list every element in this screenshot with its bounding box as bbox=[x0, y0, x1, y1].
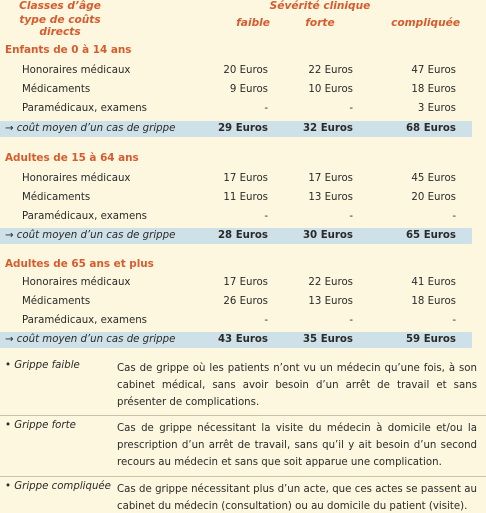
total-label: → coût moyen d’un cas de grippe bbox=[5, 334, 176, 345]
cell-compliquee: - bbox=[452, 315, 456, 326]
cell-compliquee: 18 Euros bbox=[411, 296, 456, 307]
row-label: Médicaments bbox=[22, 192, 91, 203]
cell-faible: 9 Euros bbox=[229, 84, 268, 95]
cell-compliquee: 18 Euros bbox=[411, 84, 456, 95]
total-label: → coût moyen d’un cas de grippe bbox=[5, 230, 176, 241]
section-title: Adultes de 15 à 64 ans bbox=[5, 152, 139, 164]
cell-faible: 26 Euros bbox=[223, 296, 268, 307]
row-label: Médicaments bbox=[22, 296, 91, 307]
row-label: Paramédicaux, examens bbox=[22, 315, 147, 326]
table-row bbox=[0, 101, 486, 117]
cell-faible: 20 Euros bbox=[223, 65, 268, 76]
cell-forte: 13 Euros bbox=[308, 296, 353, 307]
definition-term: • Grippe faible bbox=[5, 360, 80, 371]
total-forte: 32 Euros bbox=[302, 123, 353, 134]
table-row bbox=[0, 294, 486, 310]
row-label: Honoraires médicaux bbox=[22, 65, 131, 76]
cell-faible: - bbox=[264, 103, 268, 114]
cell-compliquee: - bbox=[452, 211, 456, 222]
total-row bbox=[0, 332, 472, 348]
table-row bbox=[0, 190, 486, 206]
section-title: Enfants de 0 à 14 ans bbox=[5, 44, 132, 56]
cell-forte: 22 Euros bbox=[308, 65, 353, 76]
cell-compliquee: 45 Euros bbox=[411, 173, 456, 184]
definition-term: • Grippe compliquée bbox=[5, 481, 111, 492]
definition-term: • Grippe forte bbox=[5, 420, 76, 431]
cell-forte: - bbox=[349, 315, 353, 326]
cell-forte: 10 Euros bbox=[308, 84, 353, 95]
cost-type-label: type de coûts directs bbox=[19, 14, 101, 38]
cell-forte: 17 Euros bbox=[308, 173, 353, 184]
total-compliquee: 68 Euros bbox=[405, 123, 456, 134]
table-row bbox=[0, 171, 486, 187]
col-header-forte: forte bbox=[305, 17, 335, 29]
table-row bbox=[0, 82, 486, 98]
definition-desc: Cas de grippe nécessitant la visite du médecin à domicile et/ou la prescription d’un arrêt de travail, sans qu’il y ait besoin d’un second recours au médecin et sans que soit apparue une complication. bbox=[117, 423, 477, 468]
row-label: Paramédicaux, examens bbox=[22, 211, 147, 222]
divider bbox=[0, 415, 486, 416]
definition-desc: Cas de grippe nécessitant plus d’un acte, que ces actes se passent au cabinet du médecin (consultation) ou au domicile du patient (visite). bbox=[117, 484, 477, 512]
cell-forte: - bbox=[349, 103, 353, 114]
cell-compliquee: 3 Euros bbox=[417, 103, 456, 114]
cell-forte: - bbox=[349, 211, 353, 222]
age-class-label: Classes d’âge bbox=[19, 0, 101, 12]
table-row bbox=[0, 63, 486, 79]
total-compliquee: 65 Euros bbox=[405, 230, 456, 241]
cell-compliquee: 20 Euros bbox=[411, 192, 456, 203]
definition-desc: Cas de grippe où les patients n’ont vu un médecin qu’une fois, à son cabinet médical, sans avoir besoin d’un arrêt de travail et sans présenter de complications. bbox=[117, 363, 477, 408]
total-faible: 28 Euros bbox=[217, 230, 268, 241]
row-label: Paramédicaux, examens bbox=[22, 103, 147, 114]
cell-faible: 17 Euros bbox=[223, 277, 268, 288]
col-header-faible: faible bbox=[236, 17, 270, 29]
cell-faible: 11 Euros bbox=[223, 192, 268, 203]
total-faible: 29 Euros bbox=[217, 123, 268, 134]
row-label: Médicaments bbox=[22, 84, 91, 95]
row-label: Honoraires médicaux bbox=[22, 173, 131, 184]
cell-compliquee: 47 Euros bbox=[411, 65, 456, 76]
divider bbox=[0, 476, 486, 477]
table-row bbox=[0, 313, 486, 329]
cell-forte: 13 Euros bbox=[308, 192, 353, 203]
cell-faible: 17 Euros bbox=[223, 173, 268, 184]
total-faible: 43 Euros bbox=[217, 334, 268, 345]
col-header-compliquee: compliquée bbox=[391, 17, 460, 29]
cell-compliquee: 41 Euros bbox=[411, 277, 456, 288]
cell-faible: - bbox=[264, 211, 268, 222]
table-row bbox=[0, 275, 486, 291]
table-row bbox=[0, 209, 486, 225]
severity-label: Sévérité clinique bbox=[269, 0, 371, 12]
total-row bbox=[0, 121, 472, 137]
row-label: Honoraires médicaux bbox=[22, 277, 131, 288]
section-title: Adultes de 65 ans et plus bbox=[5, 258, 154, 270]
total-compliquee: 59 Euros bbox=[405, 334, 456, 345]
total-row bbox=[0, 228, 472, 244]
total-forte: 35 Euros bbox=[302, 334, 353, 345]
cell-forte: 22 Euros bbox=[308, 277, 353, 288]
total-label: → coût moyen d’un cas de grippe bbox=[5, 123, 176, 134]
cell-faible: - bbox=[264, 315, 268, 326]
table-header bbox=[0, 0, 486, 46]
total-forte: 30 Euros bbox=[302, 230, 353, 241]
